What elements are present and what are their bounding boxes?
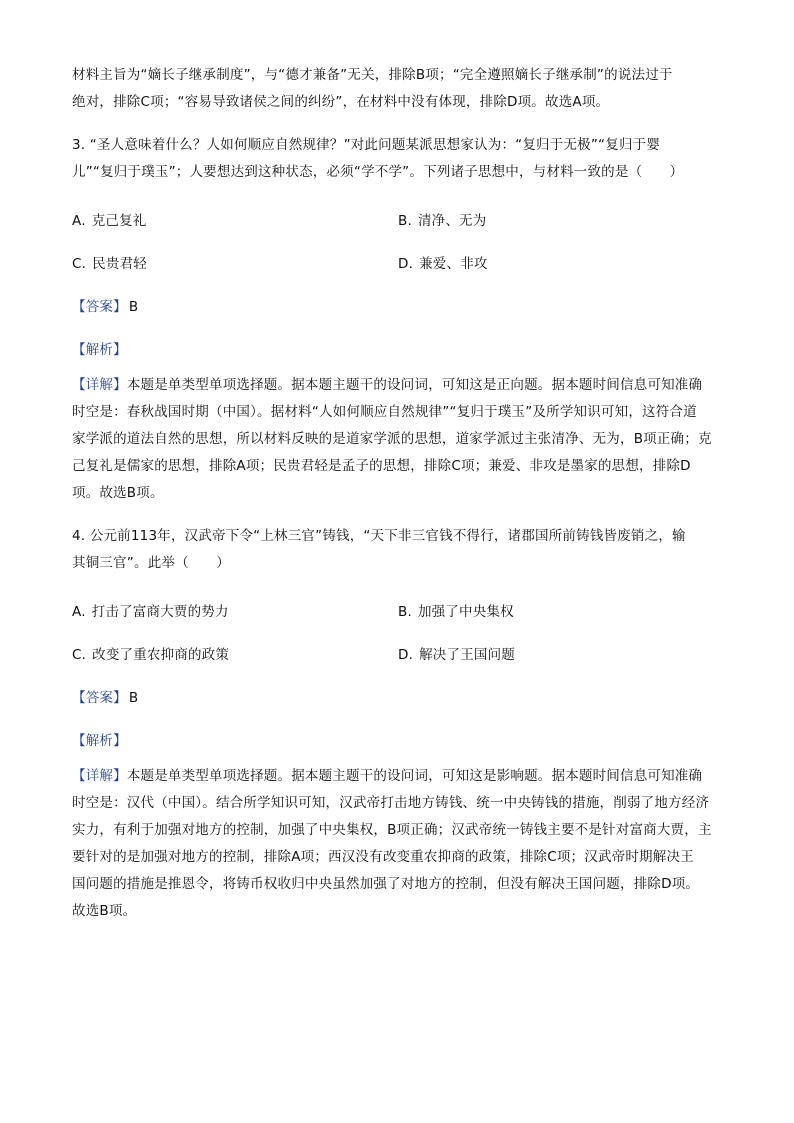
question-3-stem: [72, 132, 724, 186]
question-4-options: [72, 591, 724, 677]
option-b: B. 清净、无为: [398, 213, 487, 229]
stem-line: 儿”“复归于璞玉”；人要想达到这种状态，必须“学不学”。下列诸子思想中，与材料一致的是（ ）: [72, 164, 684, 180]
detail-line: 己复礼是儒家的思想，排除A项；民贵君轻是孟子的思想，排除C项；兼爱、非攻是墨家的思想，排除D: [72, 458, 691, 474]
answer-label: 【答案】: [72, 690, 127, 706]
option-c: C. 民贵君轻: [72, 256, 147, 272]
answer-value: B: [128, 690, 139, 706]
stem-line: 4. 公元前113年，汉武帝下令“上林三官”铸钱，“天下非三官钱不得行，诸郡国所前铸钱皆废销之，输: [72, 528, 686, 544]
question-3-options: [72, 200, 724, 286]
detail-line: 要针对的是加强对地方的控制，排除A项；西汉没有改变重农抑商的政策，排除C项；汉武帝时期解决王: [72, 849, 694, 865]
detail-line: 家学派的道法自然的思想，所以材料反映的是道家学派的思想，道家学派过主张清净、无为，B项正确；克: [72, 431, 712, 447]
answer-line: [72, 286, 724, 329]
question-4-stem: [72, 523, 724, 577]
analysis-label: 【解析】: [72, 733, 127, 749]
question-3: [72, 132, 724, 507]
answer-value: B: [128, 299, 139, 315]
detail-line: 【详解】本题是单类型单项选择题。据本题主题干的设问词，可知这是正向题。据本题时间信息可知准确: [72, 377, 703, 393]
question-4-detail: [72, 763, 724, 925]
intro-line: 材料主旨为“嫡长子继承制度”，与“德才兼备”无关，排除B项；“完全遵照嫡长子继承制”的说法过于: [72, 67, 673, 83]
detail-line: 时空是：春秋战国时期（中国）。据材料“人如何顺应自然规律”“复归于璞玉”及所学知识可知，这符合道: [72, 404, 697, 420]
answer-label: 【答案】: [72, 299, 127, 315]
detail-label: 【详解】: [72, 768, 127, 784]
detail-line: 实力，有利于加强对地方的控制，加强了中央集权，B项正确；汉武帝统一铸钱主要不是针对富商大贾，主: [72, 822, 712, 838]
intro-line: 绝对，排除C项；“容易导致诸侯之间的纠纷”，在材料中没有体现，排除D项。故选A项。: [72, 94, 610, 110]
detail-line: 国问题的措施是推恩令，将铸币权收归中央虽然加强了对地方的控制，但没有解决王国问题，排除D项。: [72, 876, 700, 892]
option-a: A. 打击了富商大贾的势力: [72, 604, 229, 620]
option-b: B. 加强了中央集权: [398, 604, 514, 620]
detail-line: 【详解】本题是单类型单项选择题。据本题主题干的设问词，可知这是影响题。据本题时间信息可知准确: [72, 768, 703, 784]
option-d: D. 兼爱、非攻: [398, 256, 488, 272]
intro-paragraph: [72, 62, 724, 116]
question-3-detail: [72, 372, 724, 507]
stem-line: 3. “圣人意味着什么？人如何顺应自然规律？”对此问题某派思想家认为：“复归于无极”“复归于婴: [72, 137, 661, 153]
option-c: C. 改变了重农抑商的政策: [72, 647, 230, 663]
detail-line: 项。故选B项。: [72, 485, 164, 501]
document-page: [72, 62, 724, 925]
option-a: A. 克己复礼: [72, 213, 147, 229]
detail-label: 【详解】: [72, 377, 127, 393]
stem-line: 其铜三官”。此举（ ）: [72, 555, 230, 571]
option-d: D. 解决了王国问题: [398, 647, 515, 663]
detail-line: 时空是：汉代（中国）。结合所学知识可知，汉武帝打击地方铸钱、统一中央铸钱的措施，削弱了地方经济: [72, 795, 710, 811]
detail-line: 故选B项。: [72, 903, 137, 919]
analysis-label: 【解析】: [72, 342, 127, 358]
answer-line: [72, 677, 724, 720]
question-4: [72, 523, 724, 925]
